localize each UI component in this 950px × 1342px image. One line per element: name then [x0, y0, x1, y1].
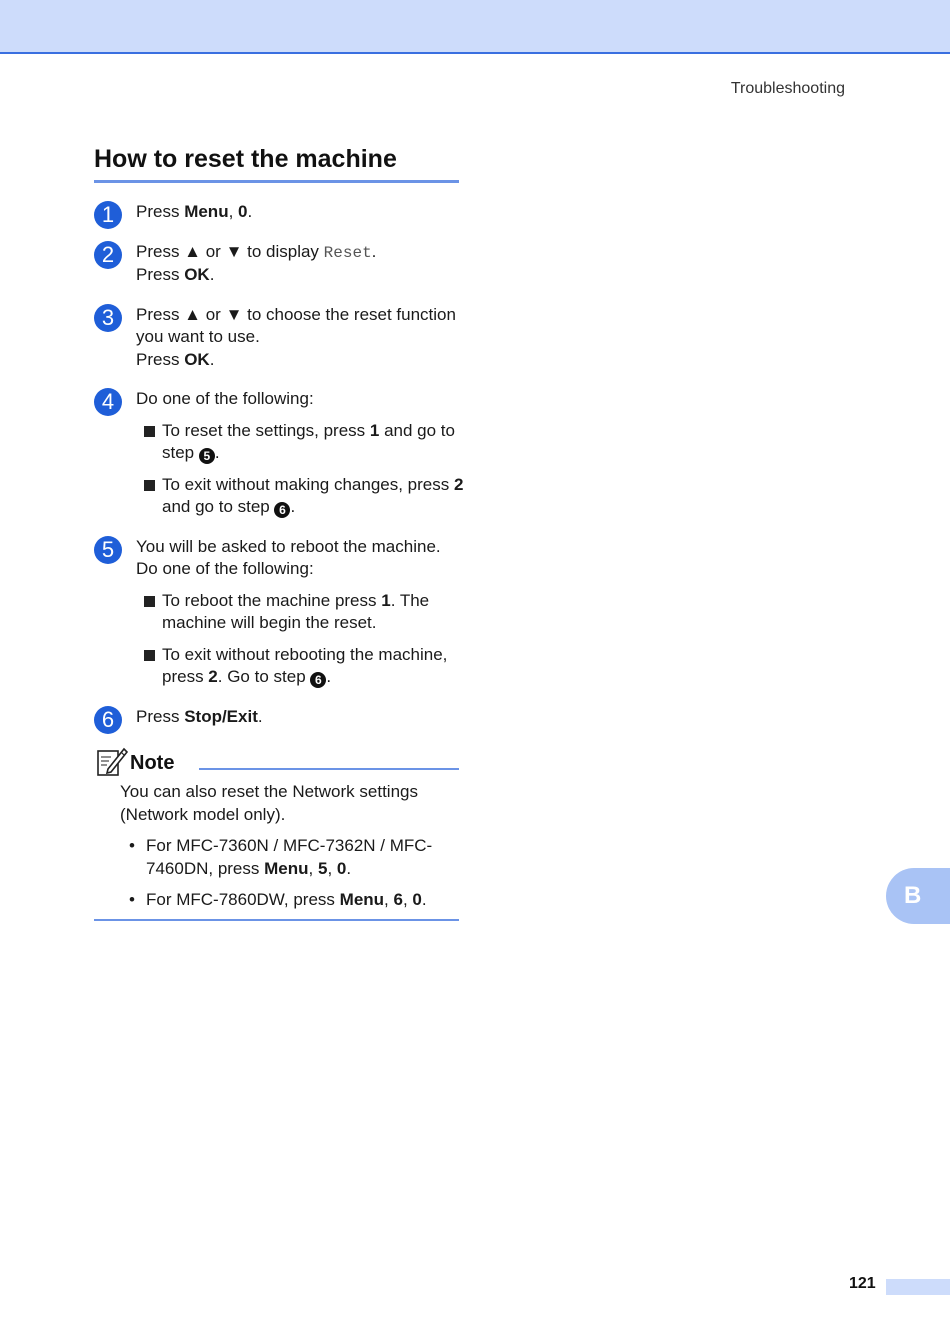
step-6	[94, 706, 464, 732]
step-number-badge: 3	[94, 304, 122, 332]
step-number-badge: 5	[94, 536, 122, 564]
list-item: • For MFC-7860DW, press Menu, 6, 0.	[120, 889, 456, 912]
step-number-badge: 4	[94, 388, 122, 416]
bullet-dot-icon: •	[129, 836, 135, 855]
option-list	[142, 420, 464, 519]
note-text: You can also reset the Network settings (Network model only).	[120, 782, 418, 824]
square-bullet-icon	[144, 650, 155, 661]
square-bullet-icon	[144, 596, 155, 607]
note-bullet-list	[120, 835, 456, 912]
step-5	[94, 536, 464, 689]
step-2	[94, 241, 464, 287]
list-item: To reset the settings, press 1 and go to step 5 .	[142, 420, 464, 465]
step-3	[94, 304, 464, 372]
note-body	[120, 781, 456, 921]
step-text: Do one of the following:	[136, 389, 314, 408]
step-text: You will be asked to reboot the machine. Do one of the following:	[136, 536, 441, 578]
page-title: How to reset the machine	[94, 145, 397, 173]
title-underline	[94, 180, 459, 183]
footer-band	[886, 1279, 950, 1295]
page-number: 121	[849, 1275, 876, 1292]
steps-list	[94, 201, 464, 745]
square-bullet-icon	[144, 480, 155, 491]
note-heading: Note	[130, 752, 175, 774]
step-number-badge: 6	[94, 706, 122, 734]
step-1	[94, 201, 464, 227]
list-item: • For MFC-7360N / MFC-7362N / MFC-7460DN, press Menu, 5, 0.	[129, 836, 433, 878]
note-divider	[199, 768, 459, 770]
square-bullet-icon	[144, 426, 155, 437]
step-reference-badge: 6	[310, 672, 326, 688]
header-band	[0, 0, 950, 54]
step-text: Press ▲ or ▼ to display Reset.	[136, 241, 377, 262]
step-number-badge: 1	[94, 201, 122, 229]
step-4	[94, 388, 464, 519]
step-text: Press Menu, 0.	[136, 202, 253, 221]
step-text: Press OK.	[136, 349, 215, 369]
option-list	[142, 590, 464, 689]
step-text: Press Stop/Exit.	[136, 706, 263, 726]
chapter-tab: B	[886, 868, 950, 924]
bullet-dot-icon: •	[129, 890, 135, 909]
step-text: Press OK.	[136, 265, 215, 284]
step-number-badge: 2	[94, 241, 122, 269]
section-label: Troubleshooting	[730, 80, 845, 97]
step-reference-badge: 6	[274, 502, 290, 518]
lcd-text: Reset	[323, 243, 372, 262]
pencil-note-icon	[96, 745, 128, 782]
list-item: To exit without making changes, press 2 and go to step 6 .	[142, 474, 464, 519]
note-box	[94, 745, 459, 921]
step-text: Press ▲ or ▼ to choose the reset function you want to use.	[136, 304, 456, 346]
note-divider	[94, 919, 459, 921]
list-item: To exit without rebooting the machine, press 2. Go to step 6 .	[142, 644, 464, 689]
list-item: To reboot the machine press 1. The machine will begin the reset.	[142, 590, 464, 635]
step-reference-badge: 5	[199, 448, 215, 464]
